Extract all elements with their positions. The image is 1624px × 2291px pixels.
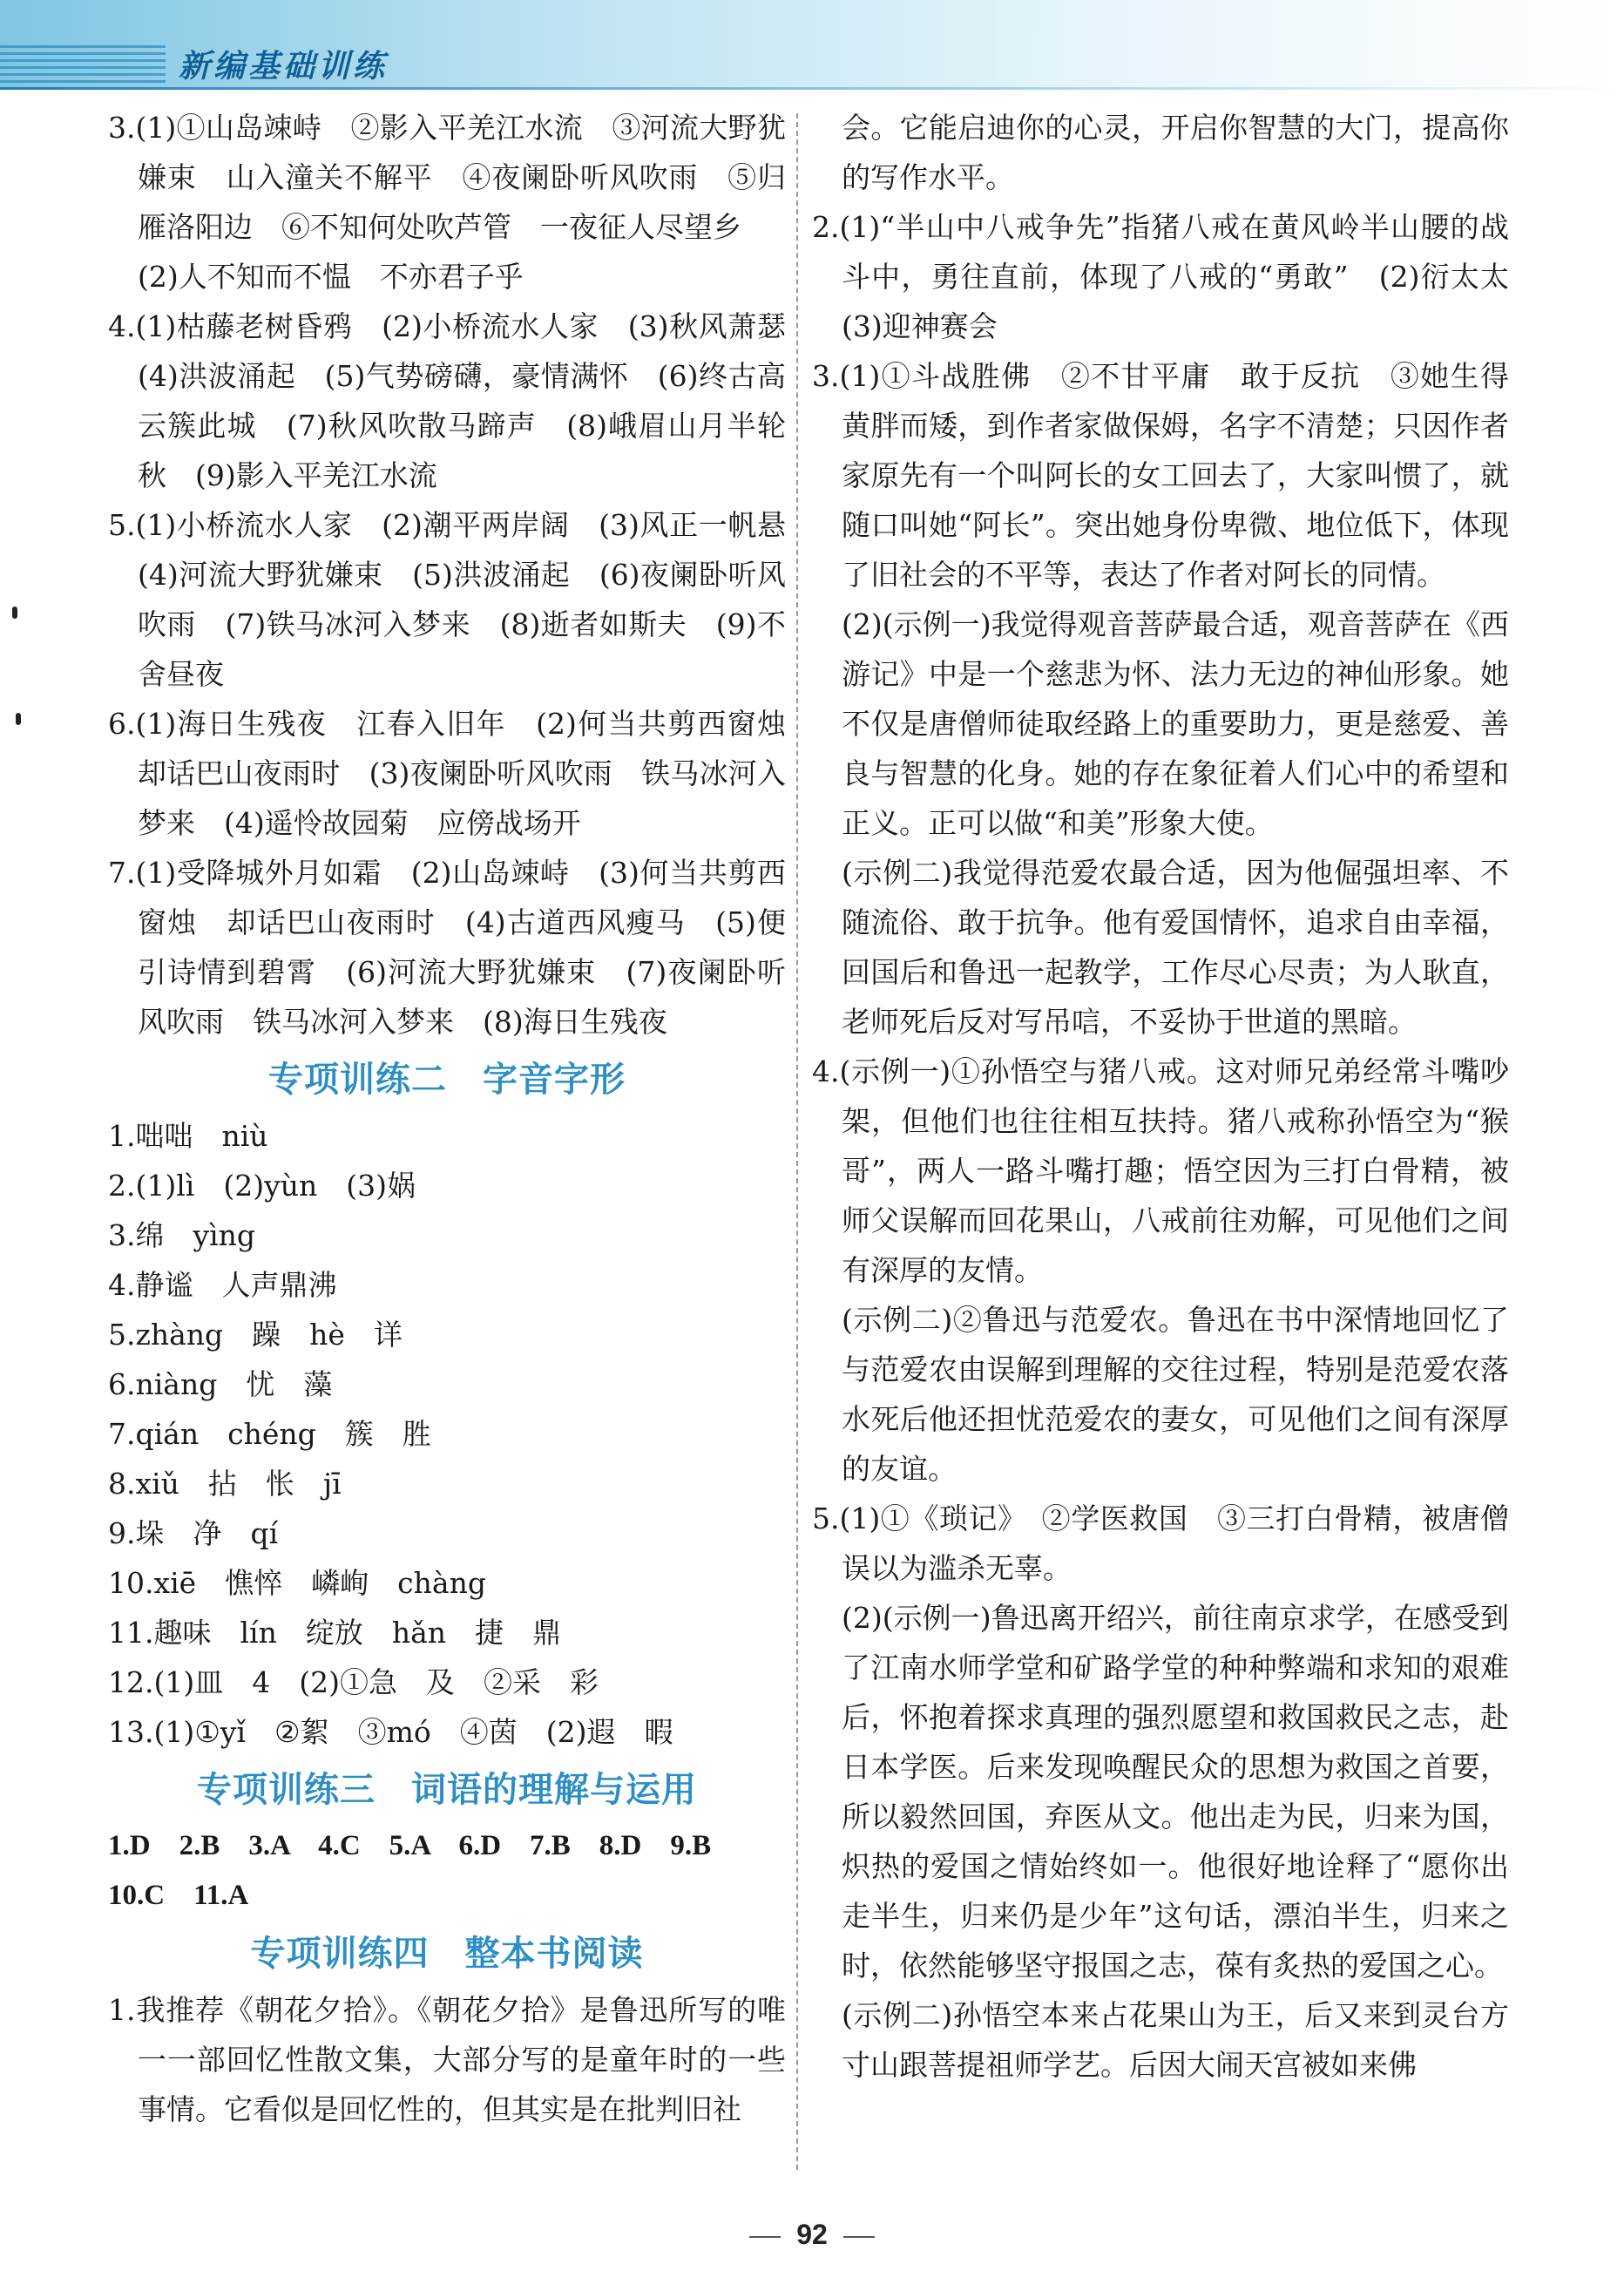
- right-column: [812, 103, 1538, 2090]
- answer-item: 9.垛 净 qí: [108, 1516, 279, 1550]
- answer-item: 1.我推荐《朝花夕拾》。《朝花夕拾》是鲁迅所写的唯一一部回忆性散文集，大部分写的是童年时的一些事情。它看似是回忆性的，但其实是在批判旧社: [108, 1993, 786, 2126]
- answer-item: 5.(1)小桥流水人家 (2)潮平两岸阔 (3)风正一帆悬 (4)河流大野犹嫌束 (5)洪波涌起 (6)夜阑卧听风吹雨 (7)铁马冰河入梦来 (8)逝者如斯夫 (9)不舍昼夜: [108, 508, 815, 691]
- answer-item: 4.静谧 人声鼎沸: [108, 1268, 337, 1302]
- answer-item: 11.趣味 lín 绽放 hǎn 捷 鼎: [108, 1616, 562, 1650]
- page-number-value: 92: [796, 2219, 828, 2250]
- answer-example: (示例二)我觉得范爱农最合适，因为他倔强坦率、不随流俗、敢于抗争。他有爱国情怀，追求自由幸福，回国后和鲁迅一起教学，工作尽心尽责；为人耿直，老师死后反对写吊唁，不妥协于世道的黑暗。: [842, 856, 1509, 1039]
- page-number-dash: [843, 2236, 875, 2238]
- margin-mark: [12, 607, 17, 619]
- left-column: [108, 103, 815, 2134]
- answer-item: 2.(1)lì (2)yùn (3)娲: [108, 1169, 416, 1203]
- answer-item: 1.咄咄 niù: [108, 1119, 268, 1153]
- answer-item: 3.(1)①山岛竦峙 ②影入平羌江水流 ③河流大野犹嫌束 山入潼关不解平 ④夜阑卧听风吹雨 ⑤归雁洛阳边 ⑥不知何处吹芦管 一夜征人尽望乡: [108, 111, 786, 244]
- answer-example: (示例二)②鲁迅与范爱农。鲁迅在书中深情地回忆了与范爱农由误解到理解的交往过程，特别是范爱农落水死后他还担忧范爱农的妻女，可见他们之间有深厚的友谊。: [842, 1303, 1509, 1486]
- answer-item: 7.(1)受降城外月如霜 (2)山岛竦峙 (3)何当共剪西窗烛 却话巴山夜雨时 (4)古道西风瘦马 (5)便引诗情到碧霄 (6)河流大野犹嫌束 (7)夜阑卧听风吹雨 铁马冰河入梦来 (8)海日生残夜: [108, 856, 786, 1039]
- answer-item: 8.xiǔ 拈 怅 jī: [108, 1467, 342, 1501]
- margin-mark: [16, 713, 21, 725]
- section-heading: 专项训练四 整本书阅读: [250, 1933, 644, 1974]
- answer-example: (2)(示例一)我觉得观音菩萨最合适，观音菩萨在《西游记》中是一个慈悲为怀、法力无边的神仙形象。她不仅是唐僧师徒取经路上的重要助力，更是慈爱、善良与智慧的化身。她的存在象征着人们心中的希望和正义。正可以做“和美”形象大使。: [842, 607, 1509, 840]
- header-stripes: [0, 45, 166, 85]
- answer-item: 7.qián chéng 簇 胜: [108, 1417, 431, 1451]
- answer-example: (2)(示例一)鲁迅离开绍兴，前往南京求学，在感受到了江南水师学堂和矿路学堂的种种弊端和求知的艰难后，怀抱着探求真理的强烈愿望和救国救民之志，赴日本学医。后来发现唤醒民众的思想为救国之首要，所以毅然回国，弃医从文。他出走为民，归来为国，炽热的爱国之情始终如一。他很好地诠释了“愿你出走半生，归来仍是少年”这句话，漂泊半生，归来之时，依然能够坚守报国之志，葆有炙热的爱国之心。: [842, 1601, 1509, 1983]
- header-rule: [0, 87, 1624, 90]
- answer-item: 5.(1)①《琐记》 ②学医救国 ③三打白骨精，被唐僧误以为滥杀无辜。: [812, 1501, 1509, 1585]
- section-heading: 专项训练三 词语的理解与运用: [197, 1769, 697, 1810]
- page-number: [0, 2219, 1624, 2251]
- answer-item: 6.(1)海日生残夜 江春入旧年 (2)何当共剪西窗烛 却话巴山夜雨时 (3)夜阑卧听风吹雨 铁马冰河入梦来 (4)遥怜故园菊 应傍战场开: [108, 707, 815, 840]
- section-heading: 专项训练二 字音字形: [268, 1059, 626, 1100]
- answer-example: (示例二)孙悟空本来占花果山为王，后又来到灵台方寸山跟菩提祖师学艺。后因大闹天宫被如来佛: [842, 1998, 1509, 2082]
- answer-item: 10.xiē 憔悴 嶙峋 chàng: [108, 1566, 486, 1600]
- page-number-dash: [749, 2236, 781, 2238]
- answer-item: 5.zhàng 躁 hè 详: [108, 1318, 403, 1352]
- answer-item: (2)人不知而不愠 不亦君子乎: [138, 260, 524, 294]
- choice-answers: 10.C 11.A: [108, 1880, 249, 1911]
- answer-item: 6.niàng 忧 藻: [108, 1367, 333, 1401]
- choice-answers: 1.D 2.B 3.A 4.C 5.A 6.D 7.B 8.D 9.B: [108, 1830, 712, 1861]
- answer-item: 3.绵 yìng: [108, 1218, 256, 1252]
- answer-item: 2.(1)“半山中八戒争先”指猪八戒在黄风岭半山腰的战斗中，勇往直前，体现了八戒的“勇敢” (2)衍太太 (3)迎神赛会: [812, 210, 1538, 343]
- answer-item: 12.(1)皿 4 (2)①急 及 ②采 彩: [108, 1665, 599, 1699]
- book-title: 新编基础训练: [179, 48, 389, 85]
- answer-item: 4.(示例一)①孙悟空与猪八戒。这对师兄弟经常斗嘴吵架，但他们也往往相互扶持。猪八戒称孙悟空为“猴哥”，两人一路斗嘴打趣；悟空因为三打白骨精，被师父误解而回花果山，八戒前往劝解，可见他们之间有深厚的友情。: [812, 1054, 1509, 1287]
- answer-continuation: 会。它能启迪你的心灵，开启你智慧的大门，提高你的写作水平。: [842, 111, 1509, 194]
- answer-item: 4.(1)枯藤老树昏鸦 (2)小桥流水人家 (3)秋风萧瑟 (4)洪波涌起 (5)气势磅礴，豪情满怀 (6)终古高云簇此城 (7)秋风吹散马蹄声 (8)峨眉山月半轮秋 (9)影入平羌江水流: [108, 309, 815, 492]
- answer-item: 3.(1)①斗战胜佛 ②不甘平庸 敢于反抗 ③她生得黄胖而矮，到作者家做保姆，名字不清楚；只因作者家原先有一个叫阿长的女工回去了，大家叫惯了，就随口叫她“阿长”。突出她身份卑微、地位低下，体现了旧社会的不平等，表达了作者对阿长的同情。: [812, 359, 1509, 592]
- answer-item: 13.(1)①yǐ ②絮 ③mó ④茵 (2)遐 暇: [108, 1715, 673, 1749]
- column-divider: [796, 113, 798, 2170]
